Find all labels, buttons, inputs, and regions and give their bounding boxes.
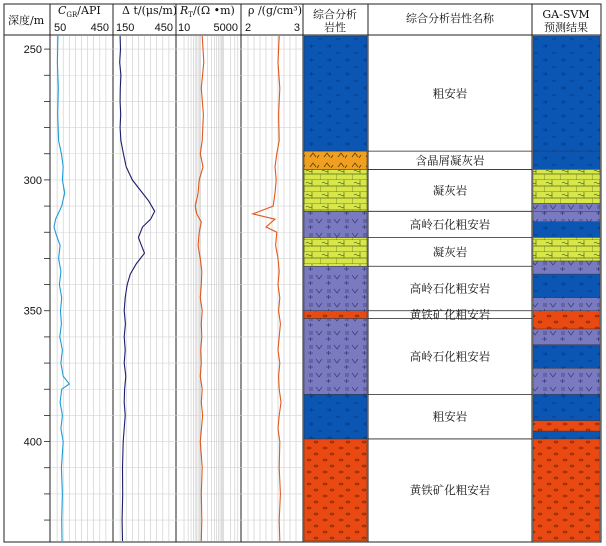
prediction-band-hematite	[533, 421, 600, 431]
prediction-band-kaolin	[533, 203, 600, 211]
lith-col-header: 综合分析岩性	[313, 8, 357, 34]
ac-max: 450	[154, 22, 173, 34]
ac-min: 150	[116, 22, 135, 34]
lithology-name-label: 含晶屑凝灰岩	[415, 153, 485, 168]
prediction-band-kaolin	[533, 368, 600, 394]
prediction-band-rhyolite	[533, 36, 600, 151]
lithology-band-tuff	[304, 237, 367, 266]
den-header: ρ /(g/cm³)	[248, 4, 303, 17]
prediction-band-kaolin	[533, 261, 600, 274]
prediction-band-kaolin	[533, 298, 600, 311]
lithology-name-label: 黄铁矿化粗安岩	[409, 307, 491, 322]
lithology-band-hematite	[304, 311, 367, 319]
depth-axis	[24, 44, 42, 448]
depth-tick-label: 250	[23, 44, 42, 57]
prediction-band-rhyolite	[533, 394, 600, 420]
prediction-column	[533, 36, 600, 541]
lithology-band-rhyolite	[304, 36, 367, 151]
depth-header: 深度/m	[8, 14, 45, 27]
gr-min: 50	[54, 22, 67, 34]
lithology-band-kaolin	[304, 319, 367, 395]
rt-header: $R_T/(\Omega$ •m)	[180, 4, 235, 19]
depth-tick-label: 350	[23, 305, 42, 318]
depth-tick-label: 400	[23, 436, 42, 449]
lithology-band-kaolin	[304, 266, 367, 310]
lithology-band-kaolin	[304, 211, 367, 237]
lithology-band-rhyolite	[304, 394, 367, 438]
name-col-header: 综合分析岩性名称	[406, 12, 494, 25]
lithology-name-label: 粗安岩	[432, 409, 468, 424]
prediction-band-tuff	[533, 237, 600, 261]
prediction-band-rhyolite	[533, 222, 600, 238]
prediction-band-hematite	[533, 439, 600, 541]
lithology-band-crystal_tuff	[304, 151, 367, 169]
lithology-band-hematite	[304, 439, 367, 541]
gr-header: $C_{GR}$/API	[58, 4, 101, 19]
depth-tick-label: 300	[23, 174, 42, 187]
ac-header: Δ t/(μs/m)	[122, 4, 178, 17]
rt-max: 5000	[213, 22, 238, 34]
lithology-name-label: 高岭石化粗安岩	[409, 281, 491, 296]
lithology-band-tuff	[304, 169, 367, 211]
pred-col-header: GA-SVM 预测结果	[542, 8, 590, 34]
prediction-band-kaolin	[533, 211, 600, 221]
prediction-band-tuff	[533, 169, 600, 203]
lithology-name-column	[368, 87, 532, 497]
lithology-name-label: 凝灰岩	[432, 183, 468, 198]
lithology-name-label: 凝灰岩	[432, 244, 468, 259]
prediction-band-rhyolite	[533, 151, 600, 169]
lithology-name-label: 高岭石化粗安岩	[409, 217, 491, 232]
gr-max: 450	[90, 22, 109, 34]
prediction-band-rhyolite	[533, 274, 600, 298]
prediction-band-rhyolite	[533, 431, 600, 439]
den-min: 2	[245, 22, 252, 34]
den-max: 3	[293, 22, 300, 34]
log-curves	[54, 36, 281, 541]
rt-min: 10	[178, 22, 191, 34]
track-gridlines	[44, 36, 302, 541]
prediction-band-rhyolite	[533, 345, 600, 369]
prediction-band-kaolin	[533, 329, 600, 345]
den-curve	[253, 36, 281, 541]
lithology-name-label: 黄铁矿化粗安岩	[409, 482, 491, 497]
lithology-column	[304, 36, 367, 541]
lithology-name-label: 粗安岩	[432, 86, 468, 101]
prediction-band-hematite	[533, 311, 600, 329]
lithology-name-label: 高岭石化粗安岩	[409, 349, 491, 364]
gr-curve	[54, 36, 69, 541]
ac-curve	[120, 36, 155, 541]
